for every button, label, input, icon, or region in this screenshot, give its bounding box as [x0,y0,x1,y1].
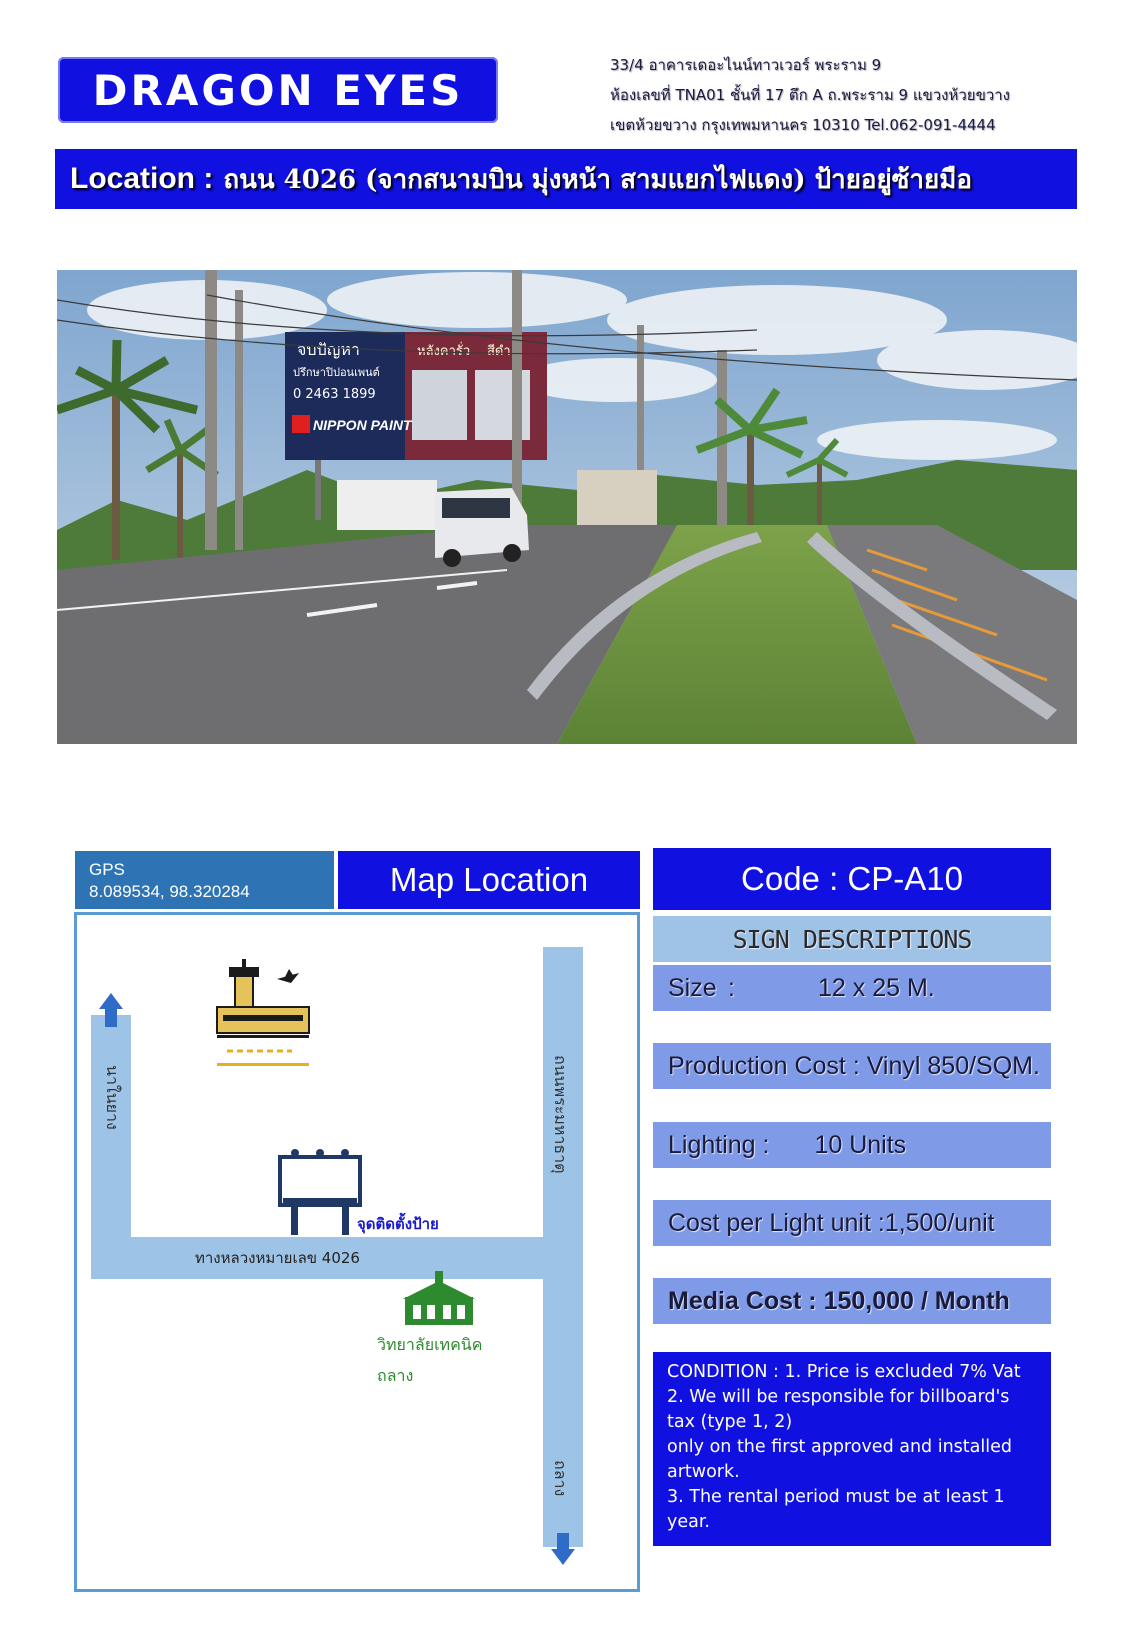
location-text: ถนน 4026 (จากสนามบิน มุ่งหน้า สามแยกไฟแดง) ป้ายอยู่ซ้ายมือ [223,164,973,195]
size-row [653,965,1051,1011]
college-name-line2: ถลาง [377,1366,414,1385]
production-cost-row [653,1043,1051,1089]
gps-box [75,851,334,909]
billboard-right-2: สีดำ [487,344,511,359]
building-mid [577,470,657,530]
road-right [543,947,583,1547]
address-line-2: ห้องเลขที่ TNA01 ชั้นที่ 17 ตึก A ถ.พระราม 9 แขวงห้วยขวาง [610,86,1011,104]
condition-line-1: CONDITION : 1. Price is excluded 7% Vat [667,1362,1021,1382]
airport-icon [217,959,309,1066]
map-diagram [77,915,637,1589]
code-box [653,848,1051,910]
billboard-brand: NIPPON PAINT [313,417,412,433]
condition-line-2: 2. We will be responsible for billboard's tax (type 1, 2) [667,1387,1010,1432]
billboard-icon [280,1149,360,1235]
gps-coordinates: 8.089534, 98.320284 [89,882,250,901]
lighting-row [653,1122,1051,1168]
light-cost-text: Cost per Light unit :1,500/unit [668,1208,995,1237]
billboard-phone: 0 2463 1899 [293,387,376,402]
media-cost-row [653,1278,1051,1324]
building-left [337,480,437,530]
site-photo-illustration [57,270,1077,744]
logo-text: DRAGON EYES [92,65,464,115]
condition-line-4: 3. The rental period must be at least 1 year. [667,1487,1005,1532]
company-address [610,50,1090,140]
code-text: Code : CP-A10 [741,860,963,897]
address-line-1: 33/4 อาคารเดอะไนน์ทาวเวอร์ พระราม 9 [610,56,882,74]
billboard-right-1: หลังคารั่ว [417,344,471,359]
light-cost-row [653,1200,1051,1246]
map-title [338,851,640,909]
size-value: 12 x 25 M. [818,973,935,1002]
road-right-bottom-label: ถลาง [551,1460,570,1497]
company-logo [58,57,498,123]
map-location [74,912,640,1592]
condition-line-3: only on the first approved and installed artwork. [667,1437,1012,1482]
install-point-label: จุดติดตั้งป้าย [357,1215,439,1233]
road-right-label: ถนนพระมหาธาตุ [551,1055,570,1174]
lighting-value: 10 Units [814,1130,907,1159]
location-bar [55,149,1077,209]
sign-descriptions-title [653,916,1051,962]
sign-descriptions-text: SIGN DESCRIPTIONS [732,924,972,954]
gps-label: GPS [89,860,125,879]
billboard-headline: จบปัญหา [297,340,360,359]
site-photo [57,270,1077,744]
road-main-label: ทางหลวงหมายเลข 4026 [195,1249,360,1267]
road-left-label: นาในยาง [103,1065,122,1130]
college-name-line1: วิทยาลัยเทคนิค [377,1335,483,1354]
location-label: Location : [70,162,214,195]
map-title-text: Map Location [389,861,589,898]
production-cost-text: Production Cost : Vinyl 850/SQM. [668,1051,1040,1080]
size-label: Size [668,973,717,1002]
size-colon: : [728,973,735,1002]
address-line-3: เขตห้วยขวาง กรุงเทพมหานคร 10310 Tel.062-091-4444 [610,116,996,134]
media-cost-text: Media Cost : 150,000 / Month [668,1286,1010,1315]
lighting-label: Lighting : [668,1130,770,1159]
condition-box [653,1352,1051,1546]
college-icon [403,1271,475,1325]
billboard-subline: ปรึกษาปิปอนเพนต์ [293,366,380,379]
